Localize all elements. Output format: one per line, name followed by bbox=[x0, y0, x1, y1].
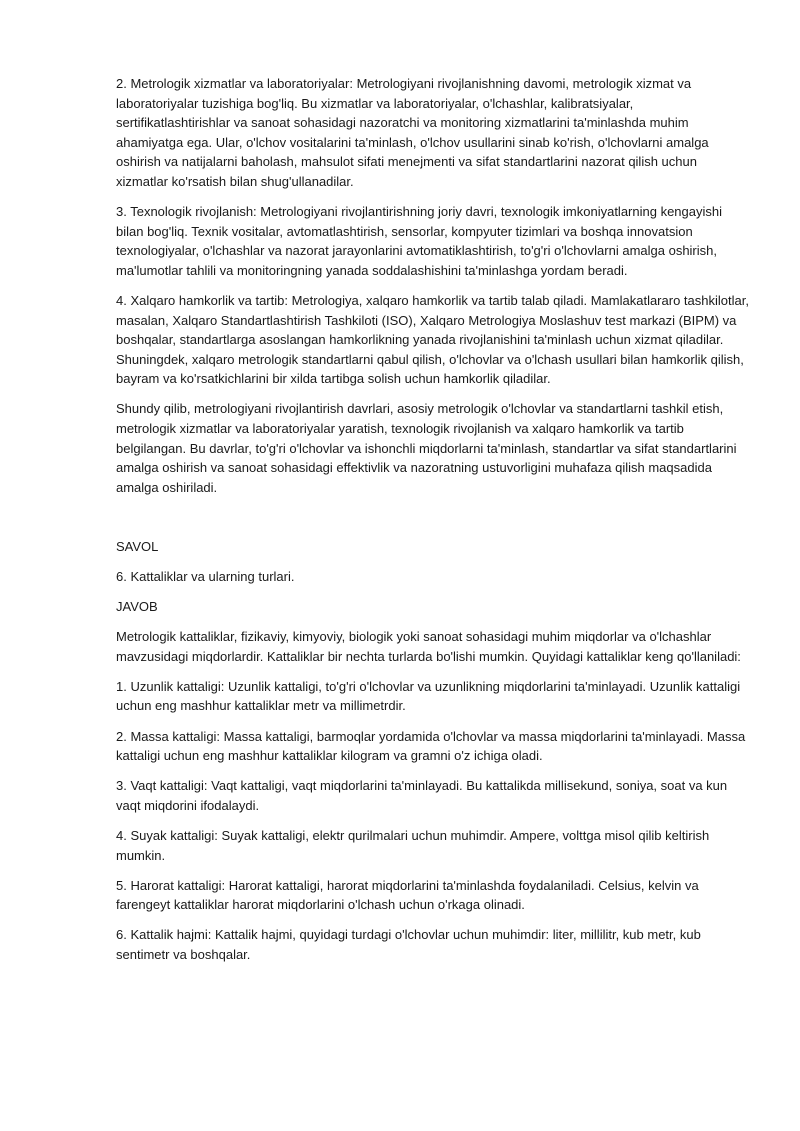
paragraph-technological-development: 3. Texnologik rivojlanish: Metrologiyani rivojlantirishning joriy davri, texnologik imkoniyatlarning kengayishi bilan bog'liq. Texnik vositalar, avtomatlashtirish, sensorlar, kompyuter tizimlari va boshqa innovatsion texnologiyalar, o'lchashlar va nazorat jarayonlarini avtomatiklashtirish, to'g'ri o'lchovlarni amalga oshirish, ma'lumotlar tahlili va monitoringning yanada soddalashishini ta'minlashga yordam beradi. bbox=[116, 204, 722, 278]
paragraph-electric-quantity: 4. Suyak kattaligi: Suyak kattaligi, elektr qurilmalari uchun muhimdir. Ampere, volttga misol qilib keltirish mumkin. bbox=[116, 827, 710, 863]
document-page bbox=[116, 74, 750, 975]
question-text: 6. Kattaliklar va ularning turlari. bbox=[116, 568, 295, 584]
savol-label: SAVOL bbox=[116, 538, 159, 554]
javob-label: JAVOB bbox=[116, 599, 158, 615]
paragraph-time-quantity: 3. Vaqt kattaligi: Vaqt kattaligi, vaqt miqdorlarini ta'minlayadi. Bu kattalikda millisekund, soniya, soat va kun vaqt miqdorini ifodalaydi. bbox=[116, 778, 728, 813]
paragraph-answer-intro: Metrologik kattaliklar, fizikaviy, kimyoviy, biologik yoki sanoat sohasidagi muhim miqdorlar va o'lchashlar mavzusidagi miqdorlardir. Kattaliklar bir nechta turlarda bo'lishi mumkin. Quyidagi kattaliklar keng qo'llaniladi: bbox=[116, 629, 741, 664]
paragraph-temperature-quantity: 5. Harorat kattaligi: Harorat kattaligi, harorat miqdorlarini ta'minlashda foydalaniladi. Celsius, kelvin va farengeyt kattaliklar harorat miqdorlarini o'lchash uchun o'rkaga olinadi. bbox=[116, 877, 699, 913]
paragraph-summary: Shundy qilib, metrologiyani rivojlantirish davrlari, asosiy metrologik o'lchovlar va standartlarni tashkil etish, metrologik xizmatlar va laboratoriyalar yaratish, texnologik rivojlanish va xalqaro hamkorlik va tartib belgilangan. Bu davrlar, to'g'ri o'lchovlar va ishonchli miqdorlarni ta'minlash, standartlar va sifat standartlarini amalga oshirish va sanoat sohasidagi effektivlik va nazoratning ustuvorligini muhafaza qilish maqsadida amalga oshiriladi. bbox=[116, 401, 737, 495]
paragraph-international-cooperation: 4. Xalqaro hamkorlik va tartib: Metrologiya, xalqaro hamkorlik va tartib talab qiladi. Mamlakatlararo tashkilotlar, masalan, Xalqaro Standartlashtirish Tashkiloti (ISO), Xalqaro Metrologiya Moslashuv test markazi (BIPM) va boshqalar, standartlarga asoslangan hamkorlikning yanada rivojlanishini ta'minlash uchun xizmat qiladilar. Shuningdek, xalqaro metrologik standartlarni qabul qilish, o'lchovlar va o'lchash usullari bilan hamkorlik qilish, bayram va ko'rsatkichlarini bir xilda tartibga solish uchun hamkorlik qiladilar. bbox=[116, 292, 749, 387]
paragraph-metrological-services: 2. Metrologik xizmatlar va laboratoriyalar: Metrologiyani rivojlanishning davomi, metrologik xizmat va laboratoriyalar tuzishiga bog'liq. Bu xizmatlar va laboratoriyalar, o'lchashlar, kalibratsiyalar, sertifikatlashtirishlar va sanoat sohasidagi nazoratchi va monitoring xizmatlarini ta'minlashda muhim ahamiyatga ega. Ular, o'lchov vositalarini ta'minlash, o'lchov usullarini sinab ko'rish, o'lchovlarni amalga oshirish va natijalarni baholash, mahsulot sifati menejmenti va sifat standartlarini nazorat qilish uchun xizmatlar ko'rsatish bilan shug'ullanadilar. bbox=[116, 76, 709, 189]
paragraph-length-quantity: 1. Uzunlik kattaligi: Uzunlik kattaligi, to'g'ri o'lchovlar va uzunlikning miqdorlarini ta'minlayadi. Uzunlik kattaligi uchun eng mashhur kattaliklar metr va millimetrdir. bbox=[116, 678, 741, 714]
paragraph-volume-quantity: 6. Kattalik hajmi: Kattalik hajmi, quyidagi turdagi o'lchovlar uchun muhimdir: liter, millilitr, kub metr, kub sentimetr va boshqalar. bbox=[116, 927, 701, 962]
paragraph-mass-quantity: 2. Massa kattaligi: Massa kattaligi, barmoqlar yordamida o'lchovlar va massa miqdorlarini ta'minlayadi. Massa kattaligi uchun eng mashhur kattaliklar kilogram va gramni o'z ichiga oladi. bbox=[116, 728, 746, 764]
section-spacer bbox=[116, 508, 750, 537]
